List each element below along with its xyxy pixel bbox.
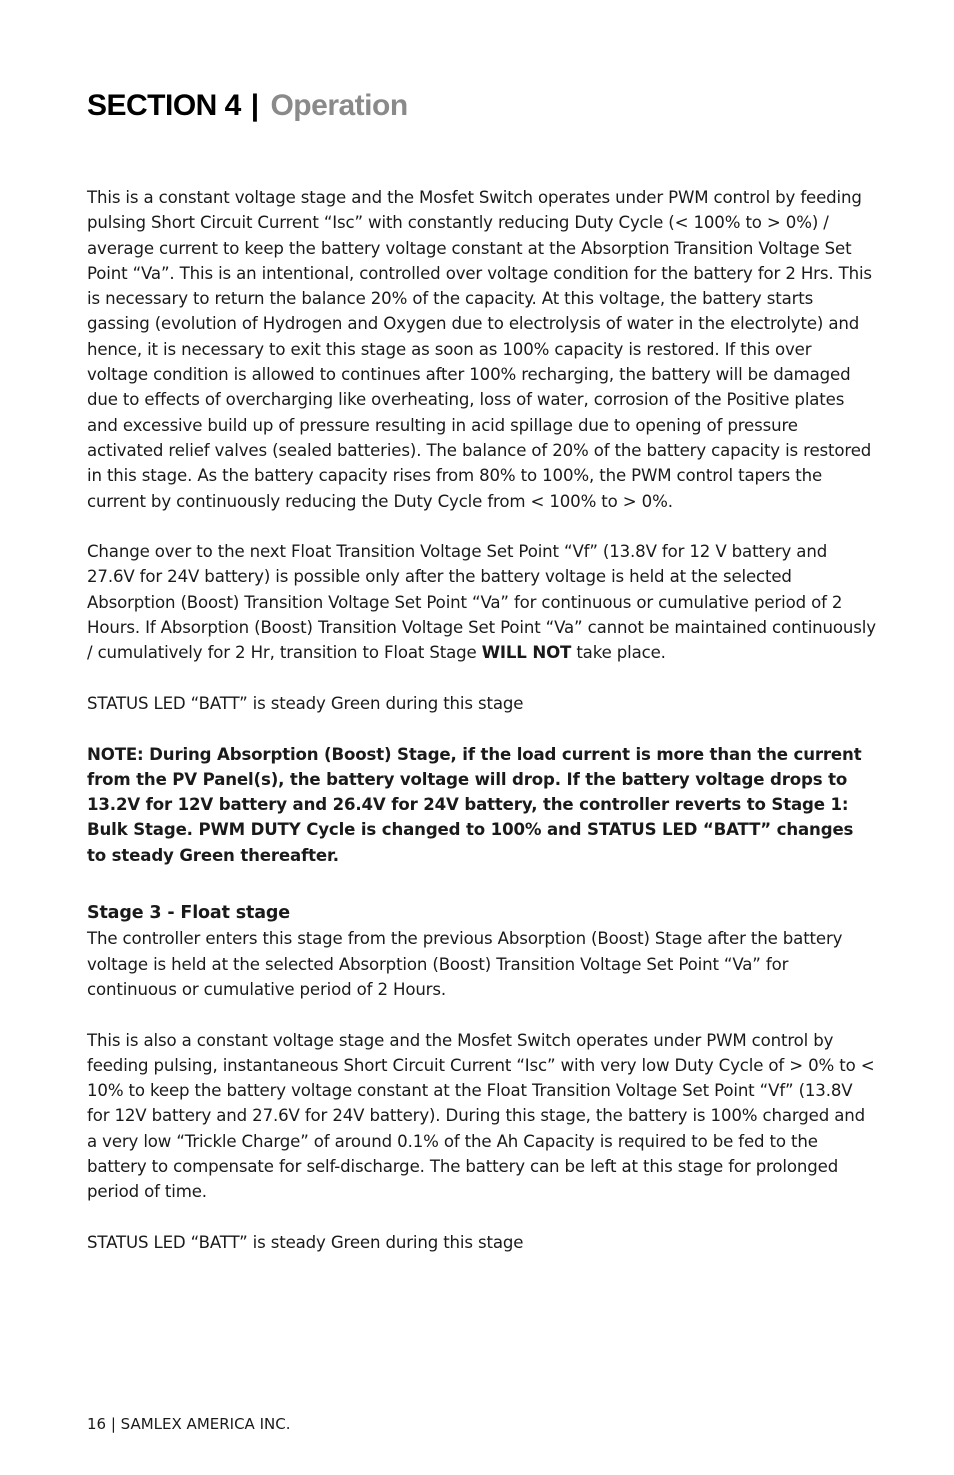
status-led-float: STATUS LED “BATT” is steady Green during this stage [87,1232,524,1252]
section-label: SECTION 4 [87,89,241,122]
stage3-intro-paragraph: The controller enters this stage from the previous Absorption (Boost) Stage after the battery voltage is held at the selected Absorption (Boost) Transition Voltage Set Point “Va” for continuous or cumulative period of 2 Hours. [87,929,843,999]
section-header [87,86,408,126]
status-led-absorption: STATUS LED “BATT” is steady Green during this stage [87,693,524,713]
section-separator: | [250,89,259,122]
changeover-paragraph [87,539,877,665]
absorption-paragraph: This is a constant voltage stage and the Mosfet Switch operates under PWM control by feeding pulsing Short Circuit Current “Isc” with constantly reducing Duty Cycle (< 100% to > 0%) / average current to keep the battery voltage constant at the Absorption Transition Voltage Set Point “Va”. This is an intentional, controlled over voltage condition for the battery for 2 Hrs. This is necessary to return the balance 20% of the capacity. At this voltage, the battery starts gassing (evolution of Hydrogen and Oxygen due to electrolysis of water in the electrolyte) and hence, it is necessary to exit this stage as soon as 100% capacity is restored. If this over voltage condition is allowed to continues after 100% recharging, the battery will be damaged due to effects of overcharging like overheating, loss of water, corrosion of the Positive plates and excessive build up of pressure resulting in acid spillage due to opening of pressure activated relief valves (sealed batteries). The balance of 20% of the battery capacity is restored in this stage. As the battery capacity rises from 80% to 100%, the PWM control tapers the current by continuously reducing the Duty Cycle from < 100% to > 0%. [87,188,872,511]
will-not-emphasis: WILL NOT [481,643,572,663]
absorption-note: NOTE: During Absorption (Boost) Stage, if the load current is more than the current from the PV Panel(s), the battery voltage will drop. If the battery voltage drops to 13.2V for 12V battery and 26.4V for 24V battery, the controller reverts to Stage 1: Bulk Stage. PWM DUTY Cycle is changed to 100% and STATUS LED “BATT” changes to steady Green thereafter. [87,744,862,865]
stage3-heading: Stage 3 - Float stage [87,903,290,924]
changeover-end: take place. [571,643,666,663]
section-name: Operation [270,89,408,122]
page-footer: 16 | SAMLEX AMERICA INC. [87,1415,291,1433]
changeover-text: Change over to the next Float Transition Voltage Set Point “Vf” (13.8V for 12 V battery and 27.6V for 24V battery) is possible only after the battery voltage is held at the selected Absorption (Boost) Transition Voltage Set Point “Va” for continuous or cumulative period of 2 Hours. If Absorption (Boost) Transition Voltage Set Point “Va” cannot be maintained continuously / cumulatively for 2 Hr, transition to Float Stage [87,542,876,663]
body-text [87,185,877,1280]
stage3-float-paragraph: This is also a constant voltage stage and the Mosfet Switch operates under PWM control by feeding pulsing, instantaneous Short Circuit Current “Isc” with very low Duty Cycle of > 0% to < 10% to keep the battery voltage constant at the Float Transition Voltage Set Point “Vf” (13.8V for 12V battery and 27.6V for 24V battery). During this stage, the battery is 100% charged and a very low “Trickle Charge” of around 0.1% of the Ah Capacity is required to be fed to the battery to compensate for self-discharge. The battery can be left at this stage for prolonged period of time. [87,1030,875,1202]
